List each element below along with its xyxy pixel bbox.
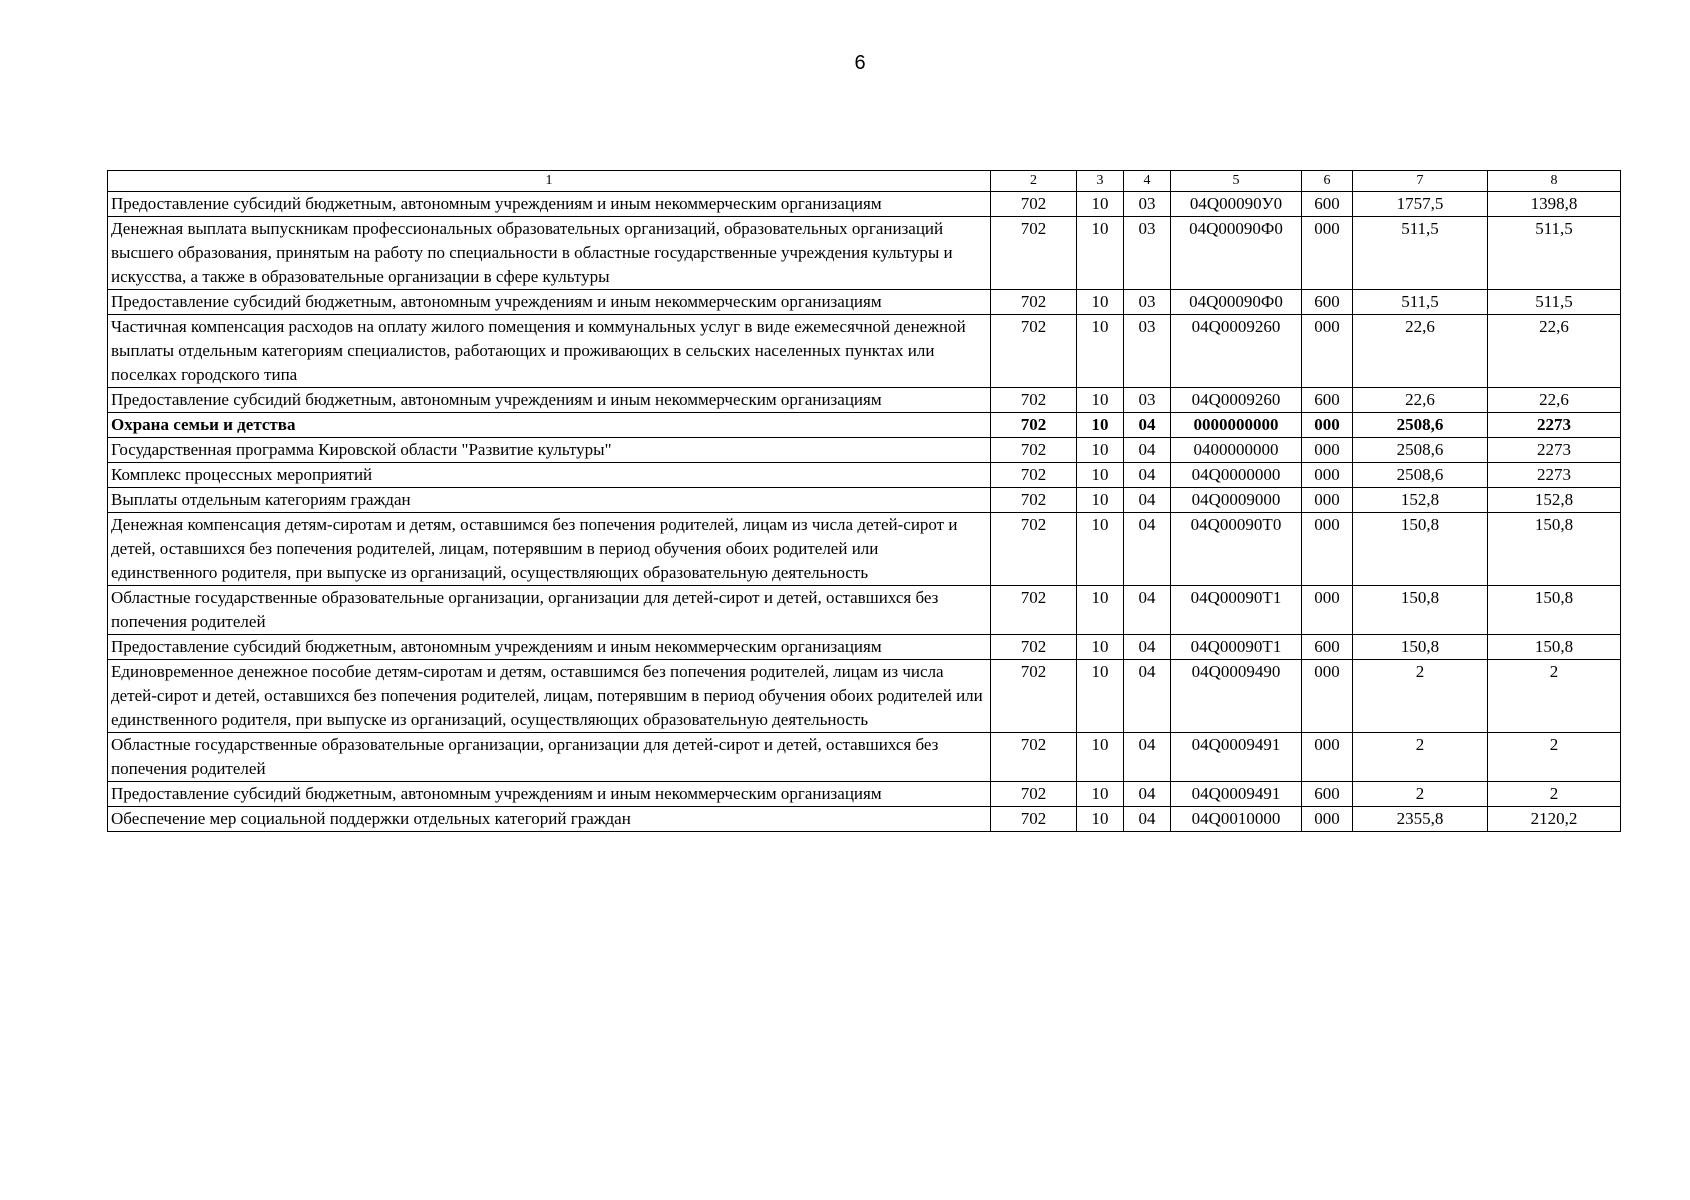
cell-amount-col7: 150,8 <box>1353 586 1488 635</box>
cell-section: 10 <box>1077 660 1124 733</box>
cell-subsection: 03 <box>1124 217 1171 290</box>
cell-amount-col7: 152,8 <box>1353 488 1488 513</box>
cell-section: 10 <box>1077 586 1124 635</box>
cell-subsection: 04 <box>1124 807 1171 832</box>
table-row <box>108 388 1621 413</box>
cell-name: Предоставление субсидий бюджетным, автономным учреждениям и иным некоммерческим организациям <box>108 388 991 413</box>
cell-subsection: 04 <box>1124 660 1171 733</box>
table-row <box>108 807 1621 832</box>
table-row <box>108 217 1621 290</box>
cell-expense-type: 000 <box>1302 413 1353 438</box>
cell-amount-col8: 2 <box>1488 733 1621 782</box>
cell-target-article: 04Q00090Т0 <box>1171 513 1302 586</box>
cell-amount-col8: 22,6 <box>1488 388 1621 413</box>
header-cell: 6 <box>1302 171 1353 192</box>
cell-expense-type: 000 <box>1302 586 1353 635</box>
cell-section: 10 <box>1077 315 1124 388</box>
cell-target-article: 04Q0009260 <box>1171 315 1302 388</box>
header-cell: 4 <box>1124 171 1171 192</box>
cell-name: Предоставление субсидий бюджетным, автономным учреждениям и иным некоммерческим организациям <box>108 635 991 660</box>
table-row <box>108 586 1621 635</box>
cell-expense-type: 000 <box>1302 315 1353 388</box>
cell-subsection: 04 <box>1124 488 1171 513</box>
cell-grbs: 702 <box>991 513 1077 586</box>
cell-name: Охрана семьи и детства <box>108 413 991 438</box>
cell-grbs: 702 <box>991 586 1077 635</box>
cell-expense-type: 000 <box>1302 438 1353 463</box>
cell-section: 10 <box>1077 217 1124 290</box>
cell-subsection: 04 <box>1124 413 1171 438</box>
cell-subsection: 04 <box>1124 438 1171 463</box>
cell-target-article: 04Q0009491 <box>1171 782 1302 807</box>
table-row <box>108 315 1621 388</box>
cell-expense-type: 600 <box>1302 192 1353 217</box>
cell-name: Обеспечение мер социальной поддержки отдельных категорий граждан <box>108 807 991 832</box>
cell-amount-col8: 2120,2 <box>1488 807 1621 832</box>
cell-grbs: 702 <box>991 488 1077 513</box>
cell-grbs: 702 <box>991 660 1077 733</box>
cell-amount-col8: 2 <box>1488 782 1621 807</box>
cell-amount-col7: 22,6 <box>1353 388 1488 413</box>
cell-expense-type: 000 <box>1302 488 1353 513</box>
cell-expense-type: 000 <box>1302 733 1353 782</box>
header-cell: 8 <box>1488 171 1621 192</box>
cell-section: 10 <box>1077 807 1124 832</box>
cell-amount-col7: 150,8 <box>1353 635 1488 660</box>
cell-grbs: 702 <box>991 807 1077 832</box>
table-row <box>108 192 1621 217</box>
cell-grbs: 702 <box>991 388 1077 413</box>
cell-section: 10 <box>1077 413 1124 438</box>
cell-grbs: 702 <box>991 733 1077 782</box>
cell-target-article: 04Q0009491 <box>1171 733 1302 782</box>
cell-name: Предоставление субсидий бюджетным, автономным учреждениям и иным некоммерческим организациям <box>108 782 991 807</box>
cell-amount-col7: 150,8 <box>1353 513 1488 586</box>
cell-grbs: 702 <box>991 290 1077 315</box>
cell-subsection: 04 <box>1124 513 1171 586</box>
cell-amount-col8: 1398,8 <box>1488 192 1621 217</box>
cell-target-article: 04Q00090Т1 <box>1171 635 1302 660</box>
cell-amount-col8: 22,6 <box>1488 315 1621 388</box>
cell-amount-col7: 2 <box>1353 660 1488 733</box>
cell-amount-col7: 511,5 <box>1353 290 1488 315</box>
table-row <box>108 438 1621 463</box>
cell-grbs: 702 <box>991 635 1077 660</box>
cell-grbs: 702 <box>991 438 1077 463</box>
cell-name: Денежная выплата выпускникам профессиональных образовательных организаций, образовательных организаций высшего образования, принятым на работу по специальности в областные государственные учреждения культуры и искусства, а также в образовательные организации в сфере культуры <box>108 217 991 290</box>
cell-target-article: 0000000000 <box>1171 413 1302 438</box>
cell-amount-col7: 1757,5 <box>1353 192 1488 217</box>
cell-subsection: 03 <box>1124 192 1171 217</box>
table-row <box>108 635 1621 660</box>
header-cell: 7 <box>1353 171 1488 192</box>
cell-amount-col8: 150,8 <box>1488 513 1621 586</box>
cell-expense-type: 000 <box>1302 513 1353 586</box>
cell-section: 10 <box>1077 635 1124 660</box>
cell-amount-col7: 2355,8 <box>1353 807 1488 832</box>
cell-section: 10 <box>1077 192 1124 217</box>
cell-expense-type: 000 <box>1302 217 1353 290</box>
cell-target-article: 04Q00090Ф0 <box>1171 217 1302 290</box>
table-row <box>108 660 1621 733</box>
cell-name: Частичная компенсация расходов на оплату жилого помещения и коммунальных услуг в виде ежемесячной денежной выплаты отдельным категориям специалистов, работающих и проживающих в сельских населенных пунктах или поселках городского типа <box>108 315 991 388</box>
cell-section: 10 <box>1077 513 1124 586</box>
cell-amount-col7: 22,6 <box>1353 315 1488 388</box>
cell-section: 10 <box>1077 438 1124 463</box>
cell-name: Государственная программа Кировской области "Развитие культуры" <box>108 438 991 463</box>
cell-name: Областные государственные образовательные организации, организации для детей-сирот и детей, оставшихся без попечения родителей <box>108 733 991 782</box>
cell-grbs: 702 <box>991 413 1077 438</box>
cell-name: Областные государственные образовательные организации, организации для детей-сирот и детей, оставшихся без попечения родителей <box>108 586 991 635</box>
cell-grbs: 702 <box>991 315 1077 388</box>
cell-amount-col7: 2 <box>1353 782 1488 807</box>
cell-name: Комплекс процессных мероприятий <box>108 463 991 488</box>
cell-amount-col7: 2508,6 <box>1353 463 1488 488</box>
cell-subsection: 03 <box>1124 315 1171 388</box>
cell-expense-type: 600 <box>1302 782 1353 807</box>
cell-subsection: 04 <box>1124 635 1171 660</box>
cell-amount-col8: 2273 <box>1488 413 1621 438</box>
cell-grbs: 702 <box>991 192 1077 217</box>
cell-section: 10 <box>1077 463 1124 488</box>
cell-amount-col8: 511,5 <box>1488 290 1621 315</box>
cell-amount-col7: 511,5 <box>1353 217 1488 290</box>
cell-grbs: 702 <box>991 782 1077 807</box>
cell-amount-col7: 2508,6 <box>1353 438 1488 463</box>
header-cell: 1 <box>108 171 991 192</box>
cell-name: Предоставление субсидий бюджетным, автономным учреждениям и иным некоммерческим организациям <box>108 290 991 315</box>
cell-subsection: 04 <box>1124 463 1171 488</box>
cell-section: 10 <box>1077 782 1124 807</box>
cell-name: Предоставление субсидий бюджетным, автономным учреждениям и иным некоммерческим организациям <box>108 192 991 217</box>
cell-section: 10 <box>1077 388 1124 413</box>
table-row <box>108 413 1621 438</box>
cell-target-article: 04Q0000000 <box>1171 463 1302 488</box>
header-row <box>108 171 1621 192</box>
header-cell: 5 <box>1171 171 1302 192</box>
table-row <box>108 733 1621 782</box>
cell-amount-col8: 511,5 <box>1488 217 1621 290</box>
cell-target-article: 04Q0009000 <box>1171 488 1302 513</box>
cell-amount-col7: 2508,6 <box>1353 413 1488 438</box>
cell-subsection: 03 <box>1124 388 1171 413</box>
cell-target-article: 04Q00090Ф0 <box>1171 290 1302 315</box>
cell-section: 10 <box>1077 488 1124 513</box>
cell-target-article: 04Q0009260 <box>1171 388 1302 413</box>
cell-section: 10 <box>1077 733 1124 782</box>
table-row <box>108 463 1621 488</box>
cell-target-article: 04Q0010000 <box>1171 807 1302 832</box>
cell-amount-col8: 150,8 <box>1488 635 1621 660</box>
cell-section: 10 <box>1077 290 1124 315</box>
cell-subsection: 04 <box>1124 733 1171 782</box>
cell-subsection: 03 <box>1124 290 1171 315</box>
cell-target-article: 04Q00090Т1 <box>1171 586 1302 635</box>
cell-amount-col8: 150,8 <box>1488 586 1621 635</box>
cell-amount-col8: 2273 <box>1488 463 1621 488</box>
cell-target-article: 0400000000 <box>1171 438 1302 463</box>
cell-subsection: 04 <box>1124 586 1171 635</box>
cell-expense-type: 000 <box>1302 807 1353 832</box>
cell-amount-col8: 152,8 <box>1488 488 1621 513</box>
cell-target-article: 04Q0009490 <box>1171 660 1302 733</box>
header-cell: 2 <box>991 171 1077 192</box>
budget-table <box>107 170 1621 832</box>
cell-name: Единовременное денежное пособие детям-сиротам и детям, оставшимся без попечения родителей, лицам из числа детей-сирот и детей, оставшихся без попечения родителей, лицам, потерявшим в период обучения обоих родителей или единственного родителя, при выпуске из организаций, осуществляющих образовательную деятельность <box>108 660 991 733</box>
page-number: 6 <box>854 52 866 74</box>
cell-name: Денежная компенсация детям-сиротам и детям, оставшимся без попечения родителей, лицам из числа детей-сирот и детей, оставшихся без попечения родителей, лицам, потерявшим в период обучения обоих родителей или единственного родителя, при выпуске из организаций, осуществляющих образовательную деятельность <box>108 513 991 586</box>
cell-subsection: 04 <box>1124 782 1171 807</box>
cell-amount-col7: 2 <box>1353 733 1488 782</box>
cell-grbs: 702 <box>991 217 1077 290</box>
table-row <box>108 488 1621 513</box>
table-row <box>108 513 1621 586</box>
cell-amount-col8: 2 <box>1488 660 1621 733</box>
cell-expense-type: 000 <box>1302 660 1353 733</box>
table-row <box>108 782 1621 807</box>
cell-grbs: 702 <box>991 463 1077 488</box>
table-row <box>108 290 1621 315</box>
cell-expense-type: 600 <box>1302 388 1353 413</box>
cell-target-article: 04Q00090У0 <box>1171 192 1302 217</box>
cell-name: Выплаты отдельным категориям граждан <box>108 488 991 513</box>
header-cell: 3 <box>1077 171 1124 192</box>
cell-expense-type: 600 <box>1302 290 1353 315</box>
cell-expense-type: 000 <box>1302 463 1353 488</box>
cell-amount-col8: 2273 <box>1488 438 1621 463</box>
cell-expense-type: 600 <box>1302 635 1353 660</box>
